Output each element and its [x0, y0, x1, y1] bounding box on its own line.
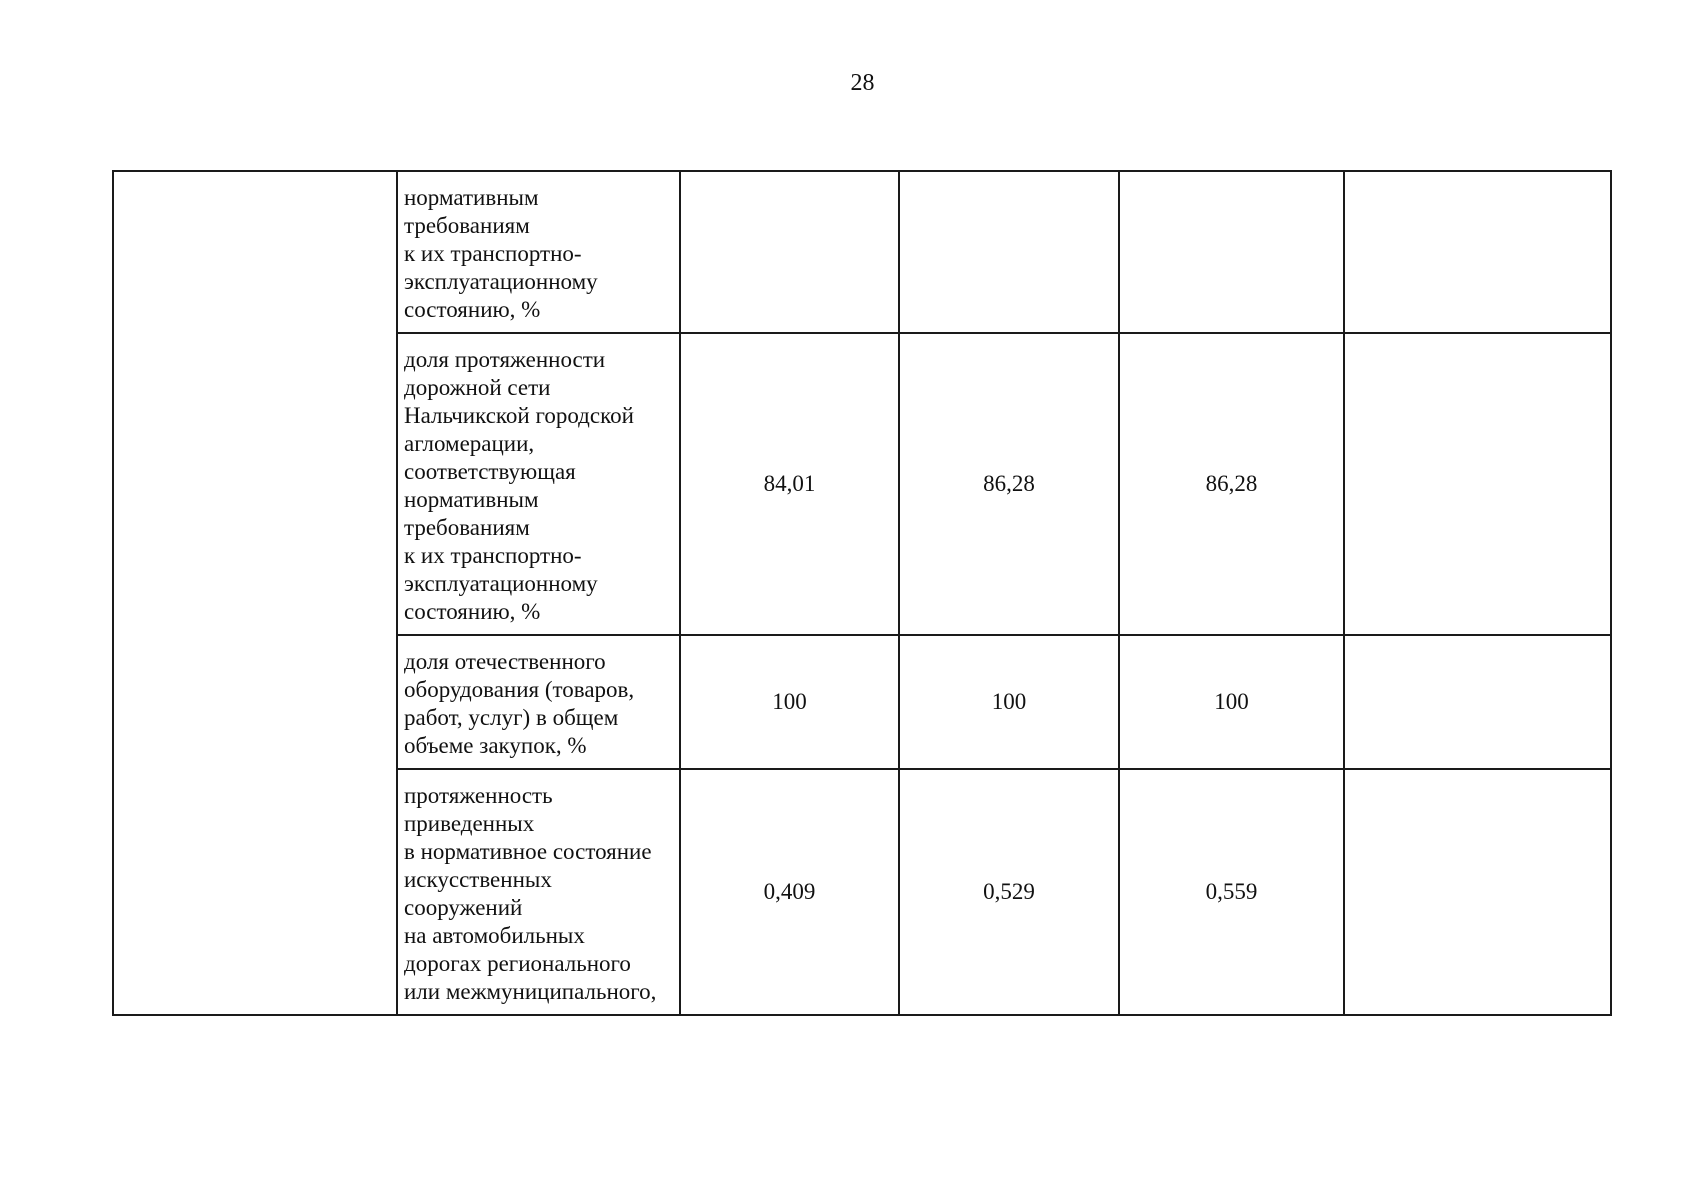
indicators-table: [112, 170, 1612, 1016]
value-cell-2: 86,28: [899, 333, 1119, 635]
value-cell-1: 84,01: [680, 333, 899, 635]
value-cell-2: 0,529: [899, 769, 1119, 1015]
merged-first-column-cell: [113, 171, 397, 1015]
table-row: [113, 171, 1611, 333]
value-cell-3: 0,559: [1119, 769, 1344, 1015]
value-cell-1: 100: [680, 635, 899, 769]
value-cell-1: [680, 171, 899, 333]
value-cell-4: [1344, 333, 1611, 635]
value-cell-3: 86,28: [1119, 333, 1344, 635]
indicator-description-cell: доля протяженности дорожной сети Нальчикской городской агломерации, соответствующая нормативным требованиям к их транспортно- эксплуатационному состоянию, %: [397, 333, 680, 635]
value-cell-3: [1119, 171, 1344, 333]
value-cell-4: [1344, 635, 1611, 769]
indicator-description-cell: доля отечественного оборудования (товаров, работ, услуг) в общем объеме закупок, %: [397, 635, 680, 769]
indicator-description-cell: нормативным требованиям к их транспортно- эксплуатационному состоянию, %: [397, 171, 680, 333]
page-number: 28: [850, 70, 875, 96]
value-cell-4: [1344, 769, 1611, 1015]
value-cell-4: [1344, 171, 1611, 333]
value-cell-1: 0,409: [680, 769, 899, 1015]
indicator-description-cell: протяженность приведенных в нормативное состояние искусственных сооружений на автомобильных дорогах регионального или межмуниципального,: [397, 769, 680, 1015]
value-cell-3: 100: [1119, 635, 1344, 769]
value-cell-2: [899, 171, 1119, 333]
value-cell-2: 100: [899, 635, 1119, 769]
